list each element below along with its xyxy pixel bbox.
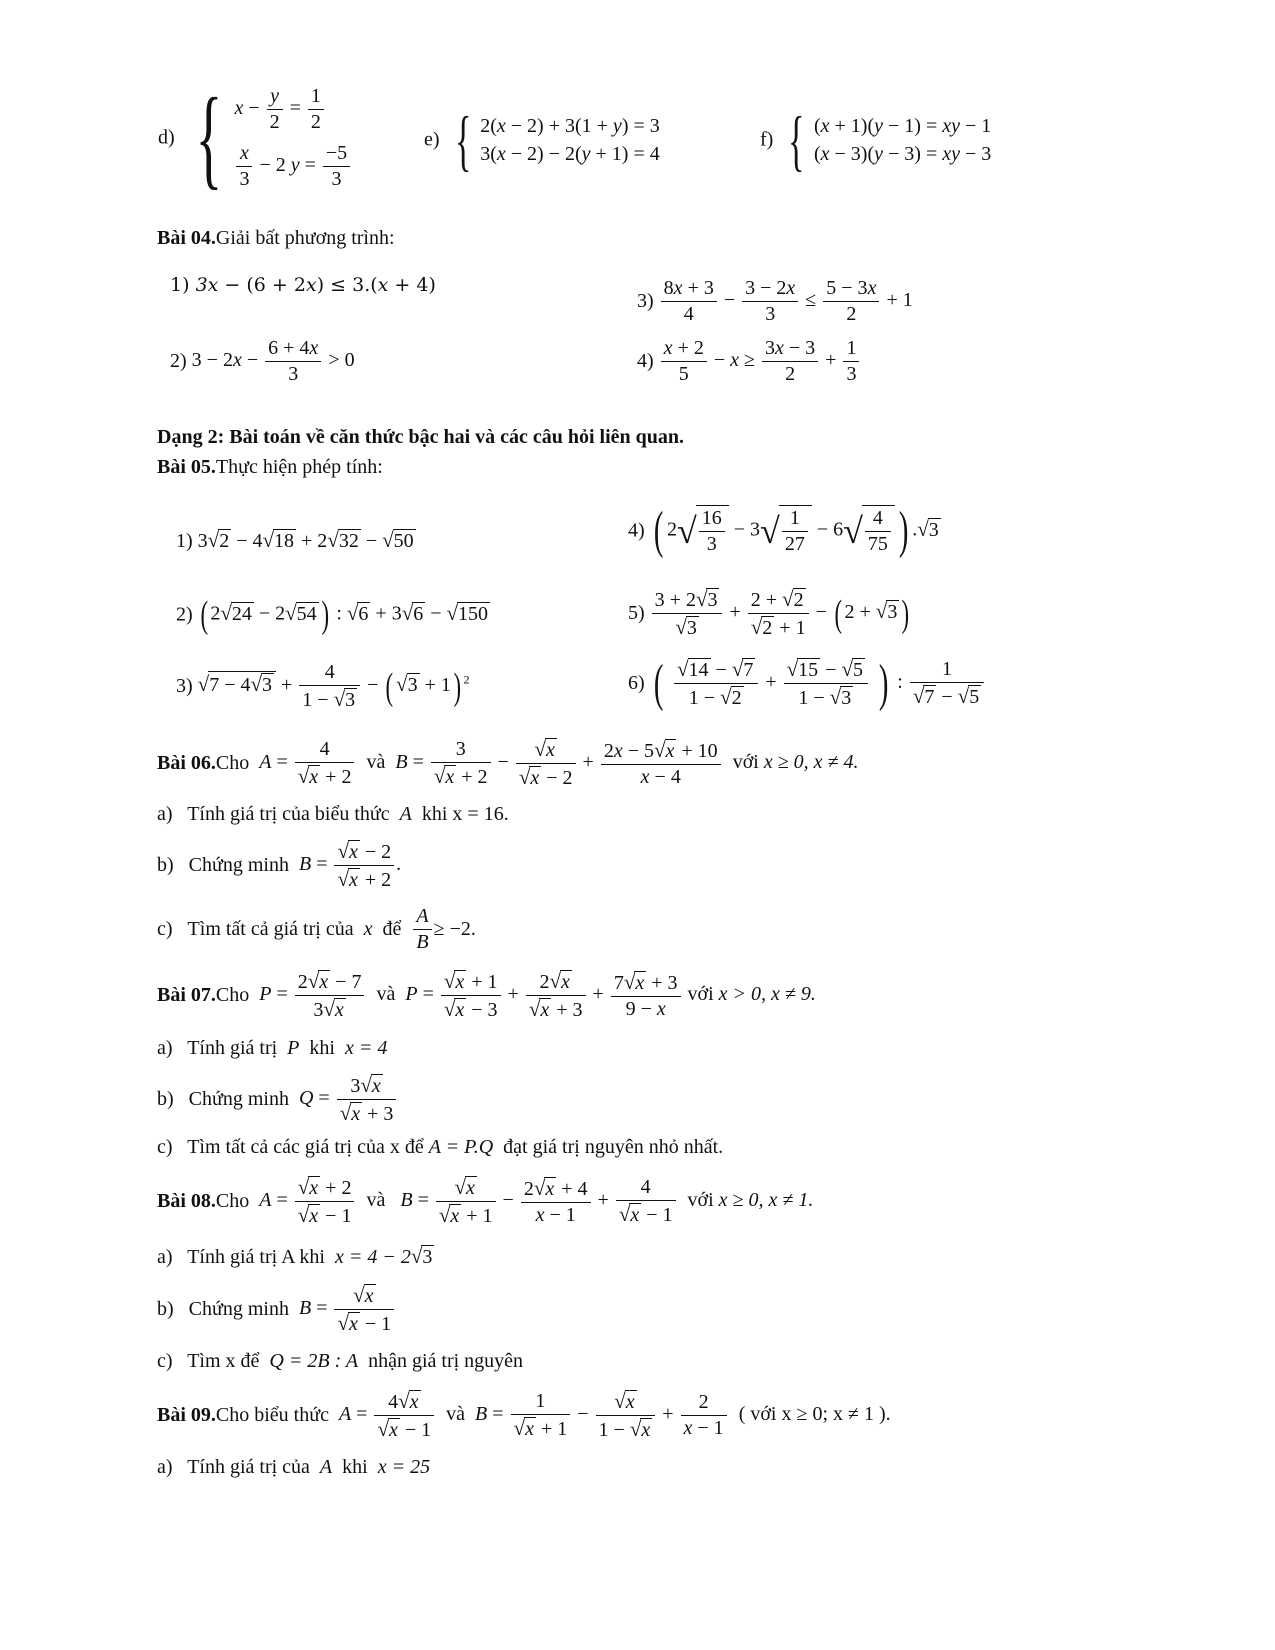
left-brace: { <box>195 76 222 200</box>
bai05-item-5: 5) $\frac{3 + 2√3}{√3}$ + $\frac{2 + √2}{√2 + 1}$ − ( 2 + √3 ) <box>628 587 910 639</box>
label-f: f) <box>760 128 774 151</box>
bai06-statement: Bài 06.Cho A = $\frac{4}{√x + 2}$ và B = $\frac{3}{√x + 2}$ − $\frac{√x}{√x - 2}$ + $\frac{2x - 5√x + 10}{x - 4}$ với x ≥ 0, x ≠ 4. <box>157 737 859 789</box>
item-label: 4) <box>637 350 654 372</box>
bai09-a <box>157 1456 430 1479</box>
item-label: a) <box>157 1037 173 1059</box>
bai05-title: Bài 05. <box>157 456 216 478</box>
condition: ( với x ≥ 0; x ≠ 1 ). <box>738 1403 891 1426</box>
bai05-item-1: 1) 3√2 − 4√18 + 2√32 − √50 <box>176 528 414 552</box>
bai04-heading <box>157 227 395 250</box>
bai09-a-var: A <box>319 1456 333 1478</box>
bai08-a-text: Tính giá trị A khi <box>187 1246 325 1268</box>
bai09-title: Bài 09. <box>157 1404 216 1426</box>
va-text: và <box>376 983 396 1006</box>
bai05-item-6: 6) ( $\frac{√14 - √7}{1 - √2}$ + $\frac{√15 - √5}{1 - √3}$ ) : $\frac{1}{√7 - √5}$ <box>628 656 986 711</box>
item-label: 2) <box>170 350 187 372</box>
item-label: 3) <box>176 675 193 697</box>
system-f-equations: (x + 1)(y − 1) = xy − 1 (x − 3)(y − 3) = xy − 3 <box>813 115 992 165</box>
bai04-text: Giải bất phương trình: <box>215 227 395 249</box>
bai08-b: b) Chứng minh B = $\frac{√x}{√x - 1}$ <box>157 1282 396 1337</box>
bai08-b-text: Chứng minh <box>188 1298 289 1320</box>
bai07-b: b) Chứng minh Q = $\frac{3√x}{√x + 3}$ <box>157 1072 398 1127</box>
bai07-c-expr: A = P.Q <box>428 1136 494 1158</box>
item-label: 1) <box>170 274 190 296</box>
system-e <box>424 102 660 178</box>
bai06-b: b) Chứng minh B = $\frac{√x - 2}{√x + 2}$ . <box>157 839 402 891</box>
bai07-a-end: x = 4 <box>344 1037 388 1059</box>
bai08-a-expr: x = 4 − 2 <box>334 1246 411 1268</box>
bai07-c <box>157 1136 723 1159</box>
system-f <box>760 102 992 178</box>
bai05-text: Thực hiện phép tính: <box>215 456 383 478</box>
bai04-item-2: 2) 3 − 2x − $\frac{6 + 4x}{3}$ > 0 <box>170 337 355 385</box>
bai08-statement: Bài 08.Cho A = $\frac{√x + 2}{√x - 1}$ và B = $\frac{√x}{√x + 1}$ − $\frac{2√x + 4}{x - 1}$ + $\frac{4}{√x - 1}$ với x ≥ 0, x ≠ 1. <box>157 1175 814 1227</box>
bai08-a: a) Tính giá trị A khi x = 4 − 2√3 <box>157 1244 433 1268</box>
bai06-a-var: A <box>399 803 412 825</box>
va-text: và <box>366 751 386 774</box>
voi-text: với <box>732 751 759 774</box>
label-d: d) <box>158 126 175 149</box>
bai05-item-4: 4) ( 2√ $\frac{16}{3}$ − 3√ $\frac{1}{27}$ − 6√ $\frac{4}{75}$ ) .√3 <box>628 502 939 559</box>
bai09-statement: Bài 09.Cho biểu thức A = $\frac{4√x}{√x - 1}$ và B = $\frac{1}{√x + 1}$ − $\frac{√x}{1 - √x}$ + $\frac{2}{x - 1}$ ( với x ≥ 0; x ≠ 1 ). <box>157 1389 891 1441</box>
item-label: b) <box>157 1088 174 1110</box>
bai07-c-end: đạt giá trị nguyên nhỏ nhất. <box>503 1136 724 1158</box>
item-label: a) <box>157 1456 173 1478</box>
voi-text: với <box>687 983 714 1006</box>
dang2-heading: Dạng 2: Bài toán về căn thức bậc hai và các câu hỏi liên quan. <box>157 426 685 448</box>
bai07-a <box>157 1037 387 1060</box>
system-e-equations: 2(x − 2) + 3(1 + y) = 3 3(x − 2) − 2(y + 1) = 4 <box>480 115 660 165</box>
bai08-c-text: Tìm x để <box>187 1350 260 1372</box>
bai08-c-end: nhận giá trị nguyên <box>368 1350 524 1372</box>
bai06-b-text: Chứng minh <box>188 854 289 876</box>
bai06-a <box>157 803 509 826</box>
item-label: b) <box>157 854 174 876</box>
bai09-a-text: Tính giá trị của <box>187 1456 310 1478</box>
voi-text: với <box>687 1189 714 1212</box>
item-label: a) <box>157 803 173 825</box>
item-label: a) <box>157 1246 173 1268</box>
bai07-b-text: Chứng minh <box>188 1088 289 1110</box>
bai07-a-khi: khi <box>309 1037 335 1059</box>
bai07-title: Bài 07. <box>157 984 216 1006</box>
condition: x ≥ 0, x ≠ 4. <box>763 751 859 774</box>
item-label: c) <box>157 1350 173 1372</box>
item-label: 4) <box>628 519 645 542</box>
bai04-item-4: 4) $\frac{x + 2}{5}$ − x ≥ $\frac{3x - 3}{2}$ + $\frac{1}{3}$ <box>637 336 861 387</box>
va-text: và <box>366 1189 386 1212</box>
bai04-item-3: 3) $\frac{8x + 3}{4}$ − $\frac{3 - 2x}{3}$ ≤ $\frac{5 - 3x}{2}$ + 1 <box>637 277 913 325</box>
bai04-item-1: 1) 3x − (6 + 2x) ≤ 3.(x + 4) <box>170 274 436 296</box>
bai06-c-de: để <box>382 918 402 940</box>
bai04-title: Bài 04. <box>157 227 216 249</box>
item-label: b) <box>157 1298 174 1320</box>
item-label: c) <box>157 918 173 940</box>
item-label: 1) <box>176 530 193 552</box>
label-e: e) <box>424 128 440 151</box>
bai08-c <box>157 1350 523 1373</box>
va-text: và <box>446 1403 466 1426</box>
bai09-a-khi: khi <box>342 1456 368 1478</box>
left-brace: { <box>454 102 472 178</box>
item-label: c) <box>157 1136 173 1158</box>
bai07-a-text: Tính giá trị <box>187 1037 278 1059</box>
left-brace: { <box>788 102 805 178</box>
condition: x ≥ 0, x ≠ 1. <box>718 1189 814 1212</box>
bai07-a-var: P <box>287 1037 300 1059</box>
bai09-text: Cho biểu thức <box>215 1404 329 1426</box>
system-d-equations: x − $\frac{y}{2}$ = $\frac{1}{2}$ $\frac{x}{3}$ − 2 y = $\frac{-5}{3}$ <box>234 84 352 192</box>
bai05-item-3: 3) √7 − 4√3 + $\frac{4}{1 - √3}$ − ( √3 + 1) $^2$ <box>176 661 470 711</box>
bai06-c-var: x <box>363 918 373 940</box>
bai08-c-expr: Q = 2B : A <box>269 1350 359 1372</box>
bai06-c-text: Tìm tất cả giá trị của <box>187 918 354 940</box>
bai09-a-end: x = 25 <box>377 1456 431 1478</box>
bai06-a-end: khi x = 16. <box>421 803 509 825</box>
bai05-heading <box>157 456 383 479</box>
cho-text: Cho <box>215 1190 250 1212</box>
condition: x > 0, x ≠ 9. <box>718 983 816 1006</box>
bai07-c-text: Tìm tất cả các giá trị của x để <box>187 1136 424 1158</box>
bai06-a-text: Tính giá trị của biểu thức <box>187 803 390 825</box>
system-d <box>158 76 352 200</box>
bai08-title: Bài 08. <box>157 1190 216 1212</box>
item-label: 5) <box>628 602 645 624</box>
item-label: 3) <box>637 290 654 312</box>
item-label: 2) <box>176 603 193 626</box>
cho-text: Cho <box>215 984 250 1006</box>
bai06-title: Bài 06. <box>157 752 216 774</box>
bai06-c-end: ≥ −2. <box>433 918 476 940</box>
bai05-item-2: 2) ( 2√24 − 2√54 ) : √6 + 3√6 − √150 <box>176 594 489 636</box>
bai06-c: c) Tìm tất cả giá trị của x để $\frac{A}{B}$ ≥ −2. <box>157 905 476 953</box>
cho-text: Cho <box>215 752 250 774</box>
item-label: 6) <box>628 672 645 694</box>
bai07-statement: Bài 07.Cho P = $\frac{2√x - 7}{3√x}$ và P = $\frac{√x + 1}{√x - 3}$ + $\frac{2√x}{√x + 3}$ + $\frac{7√x + 3}{9 - x}$ với x > 0, x ≠ 9. <box>157 969 816 1021</box>
